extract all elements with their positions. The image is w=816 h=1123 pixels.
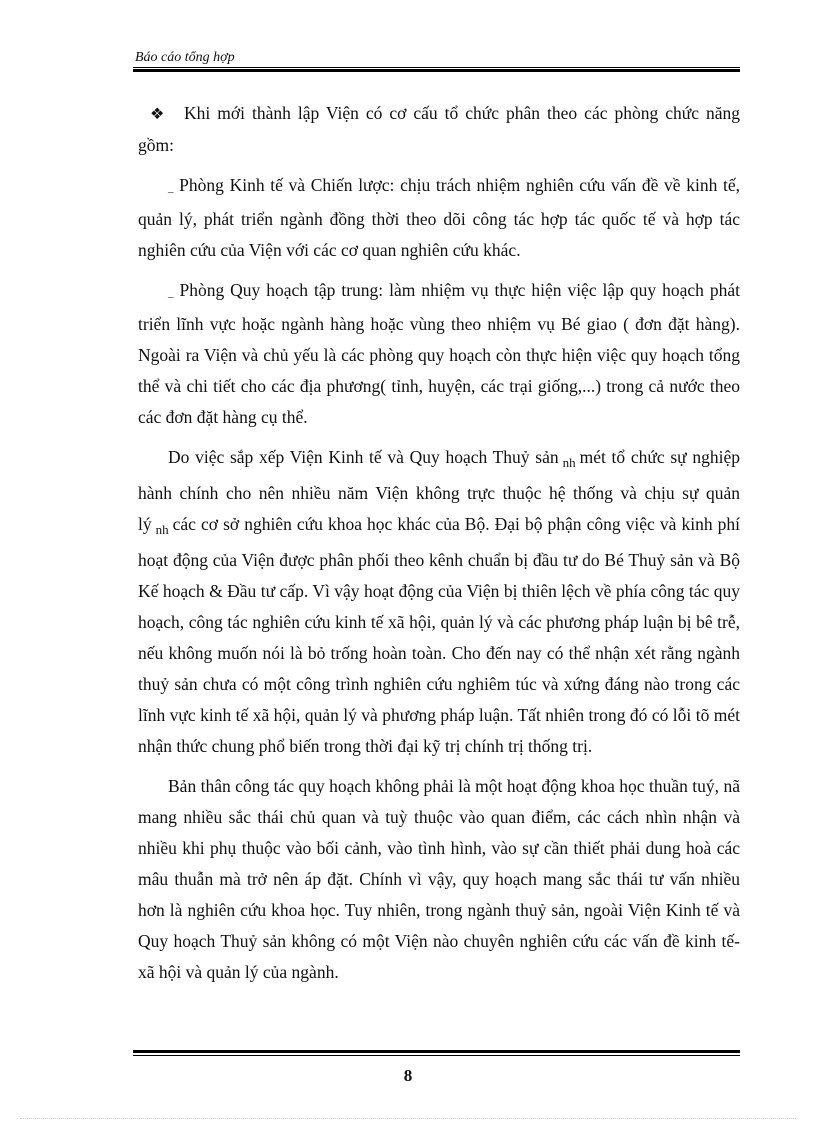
para3-text-part2: mét tổ chức sự nghiệp hành chính cho nên nhiều năm Viện không trực thuộc hệ thống và chịu sự quản lý	[138, 447, 740, 534]
bullet-text: Khi mới thành lập Viện có cơ cấu tổ chức phân theo các phòng chức năng gồm:	[138, 103, 740, 155]
para3-mark1: nh	[562, 455, 576, 470]
page-edge-dotted-line	[20, 1118, 796, 1119]
footer-rule-thin	[133, 1055, 740, 1056]
para3-text-part3: các cơ sở nghiên cứu khoa học khác của Bộ. Đại bộ phận công việc và kinh phí hoạt động của Viện được phân phối theo kênh chuẩn bị đầu tư do Bé Thuỷ sản và Bộ Kế hoạch & Đầu tư cấp. Vì vậy hoạt động của Viện bị thiên lệch về phía công tác quy hoạch, công tác nghiên cứu kinh tế xã hội, quản lý và các phương pháp luận bị bê trễ, nếu không muốn nói là bỏ trống hoàn toàn. Cho đến nay có thể nhận xét rằng ngành thuỷ sản chưa có một công trình nghiên cứu nghiêm túc và xứng đáng nào trong các lĩnh vực kinh tế xã hội, quản lý và phương pháp luận. Tất nhiên trong đó có lỗi tõ mét nhận thức chung phổ biến trong thời đại kỹ trị chính trị thống trị.	[138, 514, 740, 756]
header-rule-thin	[133, 67, 740, 68]
para3-mark2: nh	[155, 522, 169, 537]
item-text: Phòng Quy hoạch tập trung: làm nhiệm vụ thực hiện việc lập quy hoạch phát triển lĩnh vực hoặc ngành hàng hoặc vùng theo nhiệm vụ Bé giao ( đơn đặt hàng). Ngoài ra Viện và chủ yếu là các phòng quy hoạch còn thực hiện việc quy hoạch tổng thể và chi tiết cho các địa phương( tỉnh, huyện, các trại giống,...) trong cả nước theo các đơn đặt hàng cụ thể.	[138, 280, 740, 427]
dash-icon: _	[168, 182, 174, 194]
item-paragraph-1	[138, 170, 740, 266]
diamond-bullet-icon: ❖	[150, 106, 165, 123]
page-body	[138, 98, 740, 997]
dash-icon: _	[168, 287, 174, 299]
footer-rule-thick	[133, 1050, 740, 1053]
body-paragraph-3	[138, 442, 740, 762]
item-text: Phòng Kinh tế và Chiến lược: chịu trách nhiệm nghiên cứu vấn đề về kinh tế, quản lý, phát triển ngành đồng thời theo dõi công tác hợp tác quốc tế và hợp tác nghiên cứu của Viện với các cơ quan nghiên cứu khác.	[138, 175, 740, 260]
header-rule-thick	[133, 69, 740, 72]
bullet-paragraph	[138, 98, 740, 161]
header-title: Báo cáo tổng hợp	[135, 50, 235, 65]
page-number: 8	[403, 1066, 413, 1085]
body-paragraph-4: Bản thân công tác quy hoạch không phải là một hoạt động khoa học thuần tuý, nã mang nhiều sắc thái chủ quan và tuỳ thuộc vào quan điểm, các cách nhìn nhận và nhiều khi phụ thuộc vào bối cảnh, vào tình hình, vào sự cần thiết phải dung hoà các mâu thuẫn mà trở nên áp đặt. Chính vì vậy, quy hoạch mang sắc thái tư vấn nhiều hơn là nghiên cứu khoa học. Tuy nhiên, trong ngành thuỷ sản, ngoài Viện Kinh tế và Quy hoạch Thuỷ sản không có một Viện nào chuyên nghiên cứu các vấn đề kinh tế- xã hội và quản lý của ngành.	[138, 776, 740, 982]
para3-text-part1: Do việc sắp xếp Viện Kinh tế và Quy hoạch Thuỷ sản	[168, 447, 559, 467]
item-paragraph-2	[138, 275, 740, 433]
